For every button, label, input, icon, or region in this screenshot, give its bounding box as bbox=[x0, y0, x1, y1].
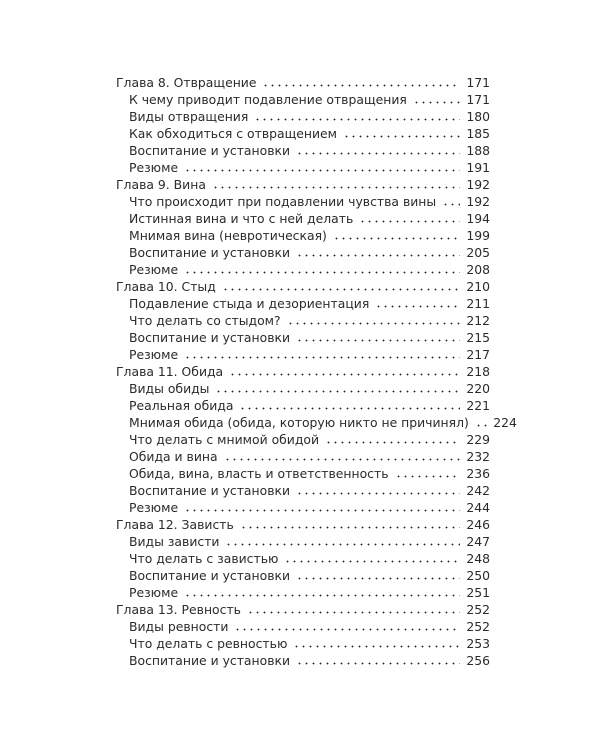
toc-section-entry[interactable] bbox=[116, 312, 490, 329]
toc-entry-title: Подавление стыда и дезориентация bbox=[129, 296, 370, 311]
toc-section-entry[interactable] bbox=[116, 244, 490, 261]
dot-leader bbox=[325, 441, 460, 444]
toc-entry-title: Обида, вина, власть и ответственность bbox=[129, 466, 389, 481]
toc-section-entry[interactable] bbox=[116, 618, 490, 635]
dot-leader bbox=[184, 509, 460, 512]
dot-leader bbox=[215, 390, 460, 393]
dot-leader bbox=[296, 492, 460, 495]
toc-page-number: 224 bbox=[493, 415, 517, 430]
toc-section-entry[interactable] bbox=[116, 261, 490, 278]
toc-section-entry[interactable] bbox=[116, 635, 490, 652]
toc-page-number: 185 bbox=[466, 126, 490, 141]
toc-page-number: 250 bbox=[466, 568, 490, 583]
toc-section-entry[interactable] bbox=[116, 533, 490, 550]
toc-entry-title: Что делать с завистью bbox=[129, 551, 279, 566]
dot-leader bbox=[247, 611, 460, 614]
dot-leader bbox=[234, 628, 460, 631]
toc-page-number: 194 bbox=[466, 211, 490, 226]
toc-page-number: 191 bbox=[466, 160, 490, 175]
toc-page-number: 256 bbox=[466, 653, 490, 668]
dot-leader bbox=[239, 407, 460, 410]
toc-entry-title: Резюме bbox=[129, 500, 179, 515]
toc-entry-title: Мнимая обида (обида, которую никто не причинял) bbox=[129, 415, 469, 430]
toc-section-entry[interactable] bbox=[116, 584, 490, 601]
toc-page-number: 251 bbox=[466, 585, 490, 600]
toc-entry-title: Глава 10. Стыд bbox=[116, 279, 216, 294]
toc-chapter-entry[interactable] bbox=[116, 363, 490, 380]
toc-page-number: 248 bbox=[466, 551, 490, 566]
toc-page-number: 252 bbox=[466, 602, 490, 617]
toc-page-number: 247 bbox=[466, 534, 490, 549]
toc-page-number: 236 bbox=[466, 466, 490, 481]
toc-entry-title: Воспитание и установки bbox=[129, 245, 291, 260]
dot-leader bbox=[184, 594, 460, 597]
toc-section-entry[interactable] bbox=[116, 431, 490, 448]
toc-entry-title: Воспитание и установки bbox=[129, 330, 291, 345]
toc-entry-title: Глава 8. Отвращение bbox=[116, 75, 257, 90]
dot-leader bbox=[254, 118, 460, 121]
toc-page-number: 242 bbox=[466, 483, 490, 498]
toc-section-entry[interactable] bbox=[116, 567, 490, 584]
dot-leader bbox=[287, 322, 460, 325]
toc-entry-title: Что делать со стыдом? bbox=[129, 313, 281, 328]
toc-entry-title: Виды отвращения bbox=[129, 109, 249, 124]
toc-section-entry[interactable] bbox=[116, 448, 490, 465]
toc-section-entry[interactable] bbox=[116, 652, 490, 669]
toc-entry-title: Глава 11. Обида bbox=[116, 364, 224, 379]
dot-leader bbox=[343, 135, 460, 138]
dot-leader bbox=[359, 220, 460, 223]
dot-leader bbox=[224, 458, 460, 461]
dot-leader bbox=[293, 645, 460, 648]
toc-entry-title: Что происходит при подавлении чувства вины bbox=[129, 194, 437, 209]
toc-page-number: 208 bbox=[466, 262, 490, 277]
toc-entry-title: Что делать с ревностью bbox=[129, 636, 288, 651]
dot-leader bbox=[262, 84, 460, 87]
toc-page-number: 220 bbox=[466, 381, 490, 396]
dot-leader bbox=[240, 526, 460, 529]
toc-page-number: 215 bbox=[466, 330, 490, 345]
toc-entry-title: Виды обиды bbox=[129, 381, 210, 396]
toc-entry-title: Резюме bbox=[129, 160, 179, 175]
toc-entry-title: Воспитание и установки bbox=[129, 483, 291, 498]
toc-page-number: 246 bbox=[466, 517, 490, 532]
toc-chapter-entry[interactable] bbox=[116, 601, 490, 618]
toc-page-number: 180 bbox=[466, 109, 490, 124]
toc-section-entry[interactable] bbox=[116, 465, 490, 482]
toc-section-entry[interactable] bbox=[116, 295, 490, 312]
toc-section-entry[interactable] bbox=[116, 550, 490, 567]
toc-chapter-entry[interactable] bbox=[116, 176, 490, 193]
toc-section-entry[interactable] bbox=[116, 346, 490, 363]
toc-entry-title: Воспитание и установки bbox=[129, 653, 291, 668]
toc-page-number: 171 bbox=[466, 75, 490, 90]
toc-entry-title: Реальная обида bbox=[129, 398, 234, 413]
toc-section-entry[interactable] bbox=[116, 499, 490, 516]
dot-leader bbox=[296, 254, 460, 257]
toc-section-entry[interactable] bbox=[116, 397, 490, 414]
toc-page-number: 217 bbox=[466, 347, 490, 362]
toc-page-number: 205 bbox=[466, 245, 490, 260]
toc-page-number: 211 bbox=[466, 296, 490, 311]
toc-section-entry[interactable] bbox=[116, 91, 490, 108]
dot-leader bbox=[212, 186, 460, 189]
toc-page-number: 218 bbox=[466, 364, 490, 379]
toc-page-number: 232 bbox=[466, 449, 490, 464]
toc-entry-title: Глава 9. Вина bbox=[116, 177, 206, 192]
toc-entry-title: Глава 12. Зависть bbox=[116, 517, 234, 532]
dot-leader bbox=[184, 356, 460, 359]
toc-section-entry[interactable] bbox=[116, 227, 490, 244]
toc-page-number: 244 bbox=[466, 500, 490, 515]
toc-entry-title: Резюме bbox=[129, 585, 179, 600]
dot-leader bbox=[333, 237, 460, 240]
dot-leader bbox=[475, 424, 487, 427]
toc-section-entry[interactable] bbox=[116, 210, 490, 227]
toc-section-entry[interactable] bbox=[116, 125, 490, 142]
toc-page-number: 252 bbox=[466, 619, 490, 634]
dot-leader bbox=[229, 373, 460, 376]
toc-entry-title: Воспитание и установки bbox=[129, 568, 291, 583]
toc-section-entry[interactable] bbox=[116, 380, 490, 397]
dot-leader bbox=[296, 577, 460, 580]
toc-entry-title: Обида и вина bbox=[129, 449, 218, 464]
toc-section-entry[interactable] bbox=[116, 414, 517, 431]
dot-leader bbox=[184, 271, 460, 274]
toc-entry-title: Мнимая вина (невротическая) bbox=[129, 228, 327, 243]
toc-page-number: 210 bbox=[466, 279, 490, 294]
toc-page-number: 229 bbox=[466, 432, 490, 447]
dot-leader bbox=[225, 543, 460, 546]
toc-page-number: 253 bbox=[466, 636, 490, 651]
dot-leader bbox=[442, 203, 460, 206]
toc-chapter-entry[interactable] bbox=[116, 278, 490, 295]
toc-entry-title: Что делать с мнимой обидой bbox=[129, 432, 320, 447]
toc-entry-title: Истинная вина и что с ней делать bbox=[129, 211, 354, 226]
table-of-contents bbox=[116, 74, 517, 669]
toc-entry-title: Резюме bbox=[129, 347, 179, 362]
toc-section-entry[interactable] bbox=[116, 142, 490, 159]
toc-entry-title: Виды ревности bbox=[129, 619, 229, 634]
dot-leader bbox=[222, 288, 460, 291]
toc-section-entry[interactable] bbox=[116, 482, 490, 499]
toc-page-number: 192 bbox=[466, 194, 490, 209]
toc-entry-title: Глава 13. Ревность bbox=[116, 602, 241, 617]
toc-chapter-entry[interactable] bbox=[116, 516, 490, 533]
dot-leader bbox=[413, 101, 460, 104]
toc-entry-title: Резюме bbox=[129, 262, 179, 277]
dot-leader bbox=[395, 475, 460, 478]
dot-leader bbox=[284, 560, 460, 563]
dot-leader bbox=[296, 152, 460, 155]
toc-entry-title: К чему приводит подавление отвращения bbox=[129, 92, 407, 107]
toc-page-number: 188 bbox=[466, 143, 490, 158]
toc-page-number: 212 bbox=[466, 313, 490, 328]
toc-section-entry[interactable] bbox=[116, 329, 490, 346]
dot-leader bbox=[296, 339, 460, 342]
toc-page-number: 192 bbox=[466, 177, 490, 192]
toc-section-entry[interactable] bbox=[116, 193, 490, 210]
toc-section-entry[interactable] bbox=[116, 159, 490, 176]
dot-leader bbox=[184, 169, 460, 172]
dot-leader bbox=[375, 305, 460, 308]
toc-entry-title: Воспитание и установки bbox=[129, 143, 291, 158]
dot-leader bbox=[296, 662, 460, 665]
toc-entry-title: Как обходиться с отвращением bbox=[129, 126, 338, 141]
toc-chapter-entry[interactable] bbox=[116, 74, 490, 91]
toc-page-number: 199 bbox=[466, 228, 490, 243]
toc-entry-title: Виды зависти bbox=[129, 534, 220, 549]
toc-page-number: 221 bbox=[466, 398, 490, 413]
toc-page-number: 171 bbox=[466, 92, 490, 107]
toc-section-entry[interactable] bbox=[116, 108, 490, 125]
